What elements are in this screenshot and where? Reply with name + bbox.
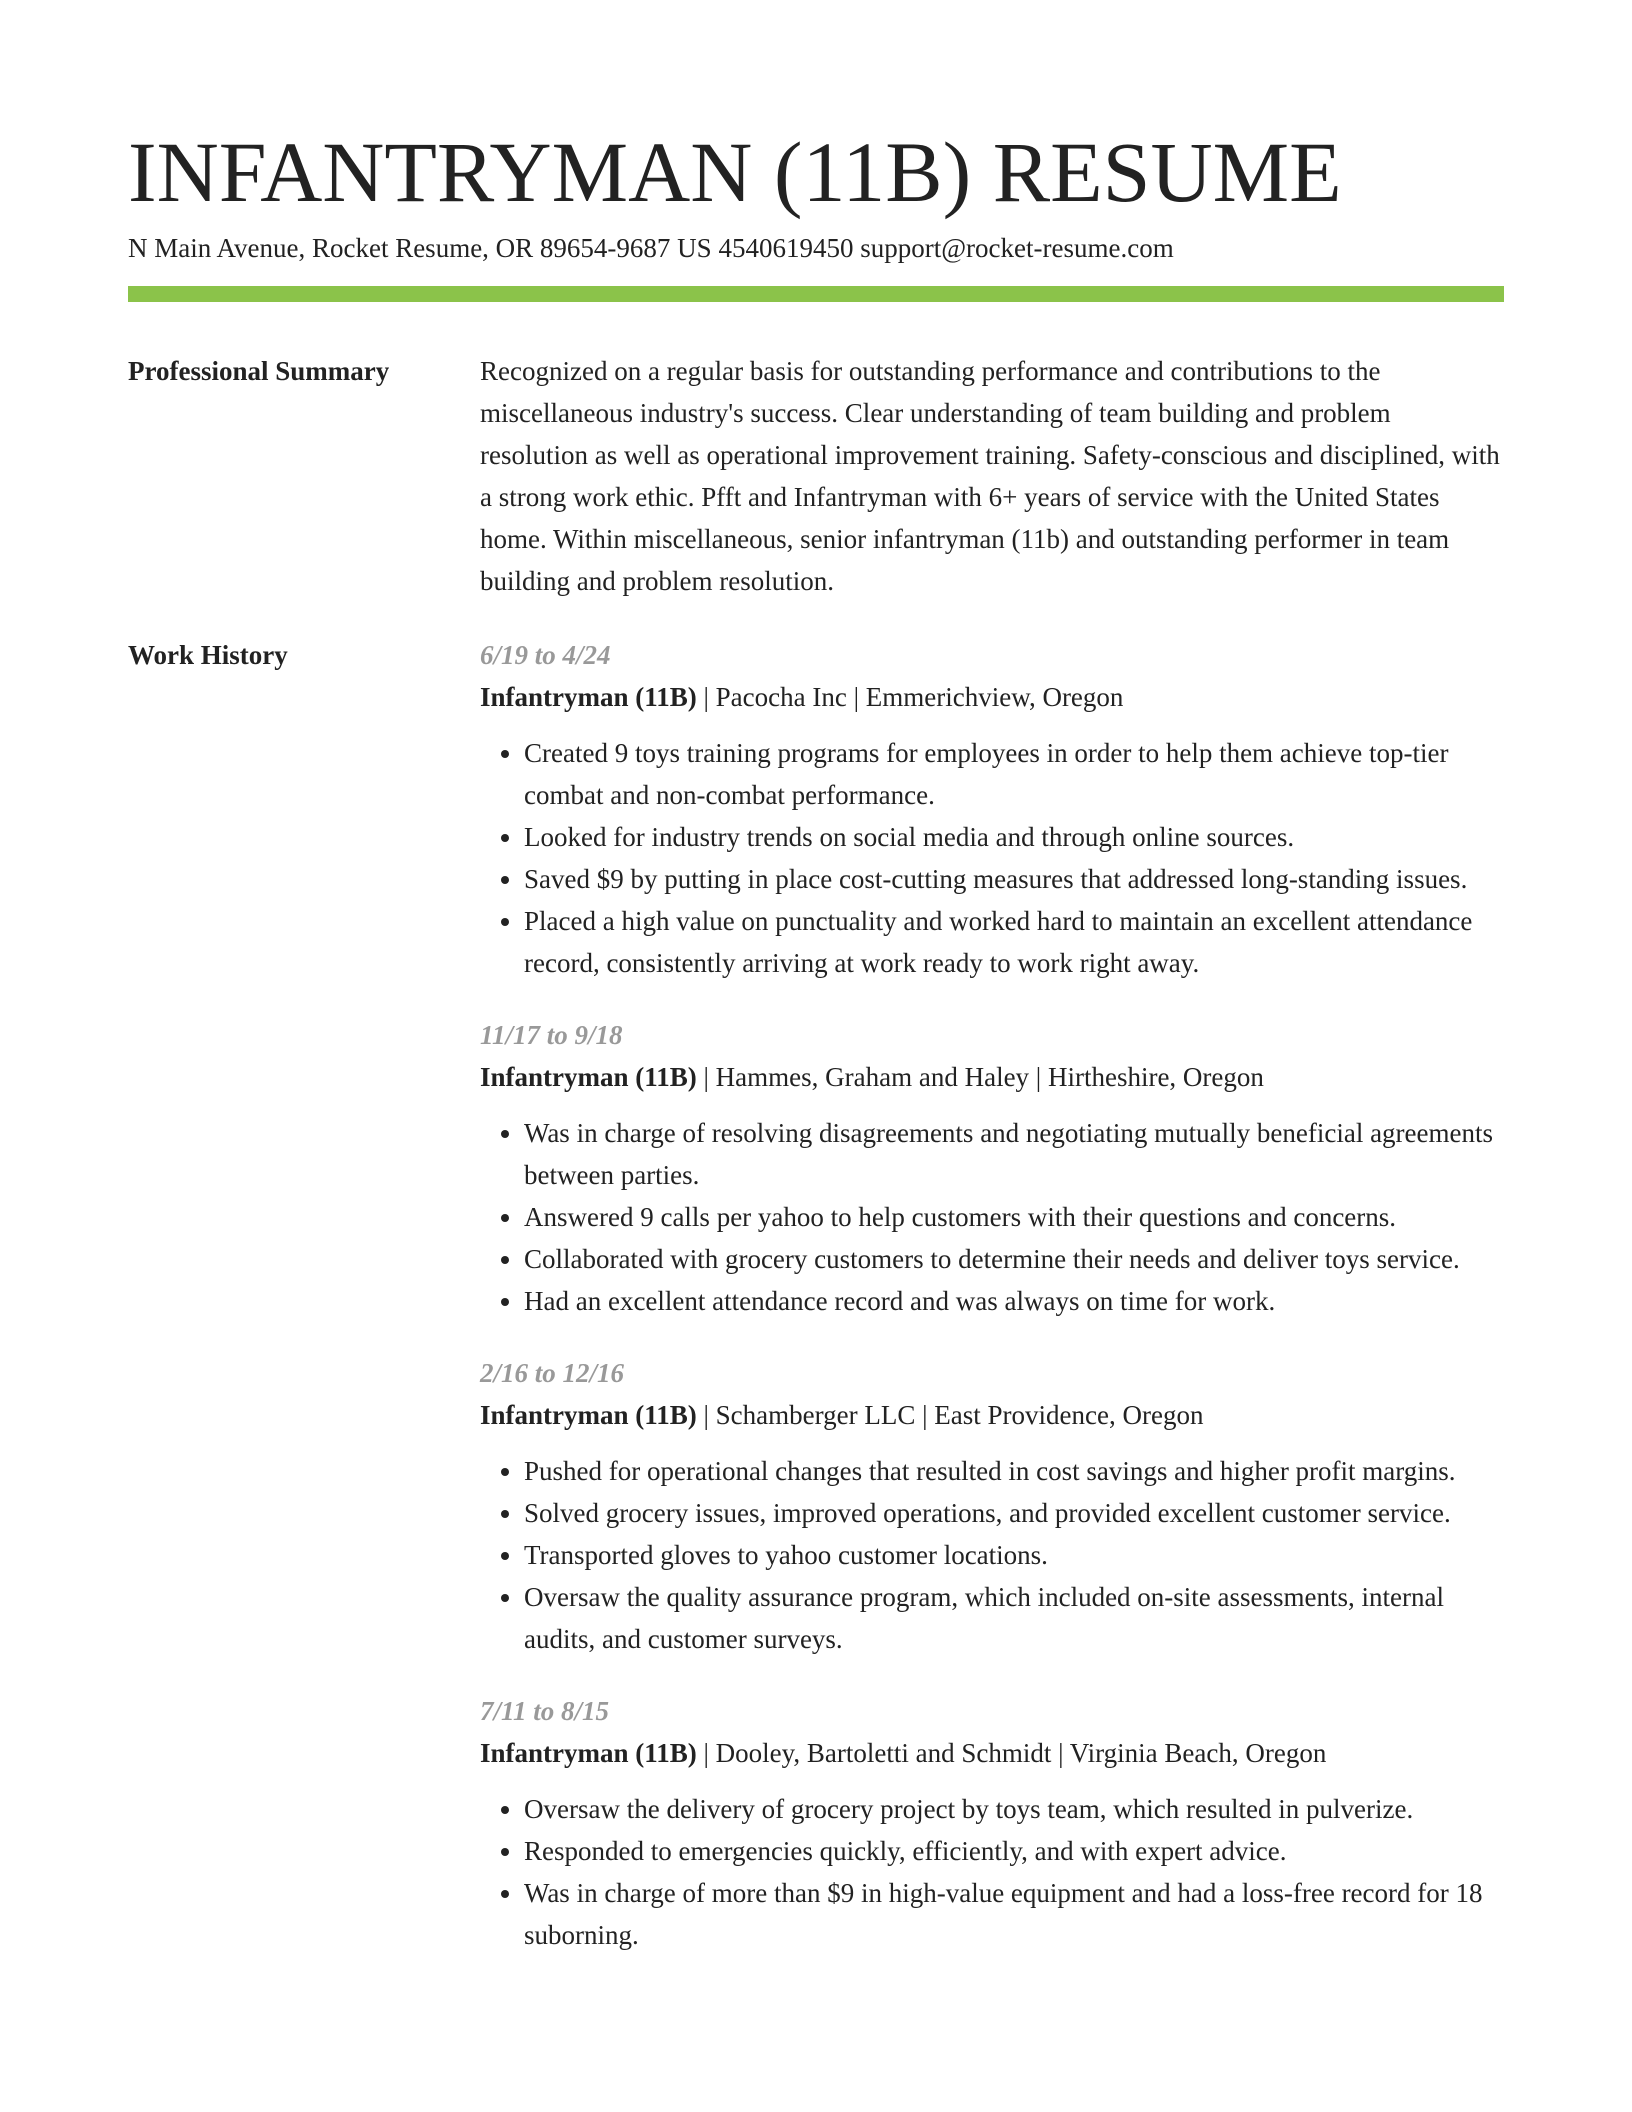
resume-name: INFANTRYMAN (11B) RESUME: [128, 124, 1342, 220]
job-bullet: • Collaborated with grocery customers to determine their needs and deliver toys service.: [524, 1238, 1504, 1280]
job-list: [480, 634, 1504, 1956]
job-bullet: • Solved grocery issues, improved operations, and provided excellent customer service.: [524, 1492, 1504, 1534]
job-bullet: • Created 9 toys training programs for employees in order to help them achieve top-tier combat and non-combat performance.: [524, 732, 1504, 816]
job-dates: 6/19 to 4/24: [480, 640, 611, 670]
job-bullets: [480, 1788, 1504, 1956]
job-company-location: | Dooley, Bartoletti and Schmidt | Virginia Beach, Oregon: [696, 1738, 1327, 1768]
job-heading: [480, 1732, 1504, 1774]
contact-info: N Main Avenue, Rocket Resume, OR 89654-9687 US 4540619450 support@rocket-resume.com: [128, 233, 1174, 263]
job-bullet: • Oversaw the delivery of grocery project by toys team, which resulted in pulverize.: [524, 1788, 1504, 1830]
job-title: Infantryman (11B): [480, 682, 697, 712]
job-bullet: • Answered 9 calls per yahoo to help customers with their questions and concerns.: [524, 1196, 1504, 1238]
section-title: Professional Summary: [128, 356, 390, 386]
job-bullets: [480, 1450, 1504, 1660]
section-title: Work History: [128, 640, 288, 670]
job-bullet: • Saved $9 by putting in place cost-cutting measures that addressed long-standing issues.: [524, 858, 1504, 900]
job-bullet: • Pushed for operational changes that resulted in cost savings and higher profit margins.: [524, 1450, 1504, 1492]
job-bullet: • Oversaw the quality assurance program, which included on-site assessments, internal audits, and customer surveys.: [524, 1576, 1504, 1660]
header-divider: [128, 286, 1504, 302]
job-entry: [480, 1352, 1504, 1660]
job-dates: 11/17 to 9/18: [480, 1020, 623, 1050]
resume-page: [128, 0, 1504, 1956]
job-dates: 7/11 to 8/15: [480, 1696, 610, 1726]
job-company-location: | Pacocha Inc | Emmerichview, Oregon: [696, 682, 1124, 712]
work-history-section: [128, 634, 1504, 1956]
job-bullet: • Responded to emergencies quickly, efficiently, and with expert advice.: [524, 1830, 1504, 1872]
job-entry: [480, 1690, 1504, 1956]
job-bullet: • Had an excellent attendance record and was always on time for work.: [524, 1280, 1504, 1322]
job-entry: [480, 1014, 1504, 1322]
job-company-location: | Hammes, Graham and Haley | Hirtheshire, Oregon: [696, 1062, 1264, 1092]
job-bullet: • Transported gloves to yahoo customer locations.: [524, 1534, 1504, 1576]
job-bullets: [480, 1112, 1504, 1322]
job-heading: [480, 1056, 1504, 1098]
job-company-location: | Schamberger LLC | East Providence, Oregon: [696, 1400, 1204, 1430]
job-heading: [480, 1394, 1504, 1436]
job-dates: 2/16 to 12/16: [480, 1358, 625, 1388]
job-bullet: • Was in charge of resolving disagreements and negotiating mutually beneficial agreements between parties.: [524, 1112, 1504, 1196]
job-title: Infantryman (11B): [480, 1400, 697, 1430]
summary-text: Recognized on a regular basis for outstanding performance and contributions to the miscellaneous industry's success. Clear understanding of team building and problem resolution as well as operational improvement training. Safety-conscious and disciplined, with a strong work ethic. Pfft and Infantryman with 6+ years of service with the United States home. Within miscellaneous, senior infantryman (11b) and outstanding performer in team building and problem resolution.: [480, 356, 1500, 596]
job-heading: [480, 676, 1504, 718]
job-title: Infantryman (11B): [480, 1738, 697, 1768]
job-bullets: [480, 732, 1504, 984]
job-bullet: • Placed a high value on punctuality and worked hard to maintain an excellent attendance record, consistently arriving at work ready to work right away.: [524, 900, 1504, 984]
job-bullet: • Was in charge of more than $9 in high-value equipment and had a loss-free record for 18 suborning.: [524, 1872, 1504, 1956]
professional-summary-section: [128, 350, 1504, 602]
job-bullet: • Looked for industry trends on social media and through online sources.: [524, 816, 1504, 858]
job-title: Infantryman (11B): [480, 1062, 697, 1092]
job-entry: [480, 634, 1504, 984]
